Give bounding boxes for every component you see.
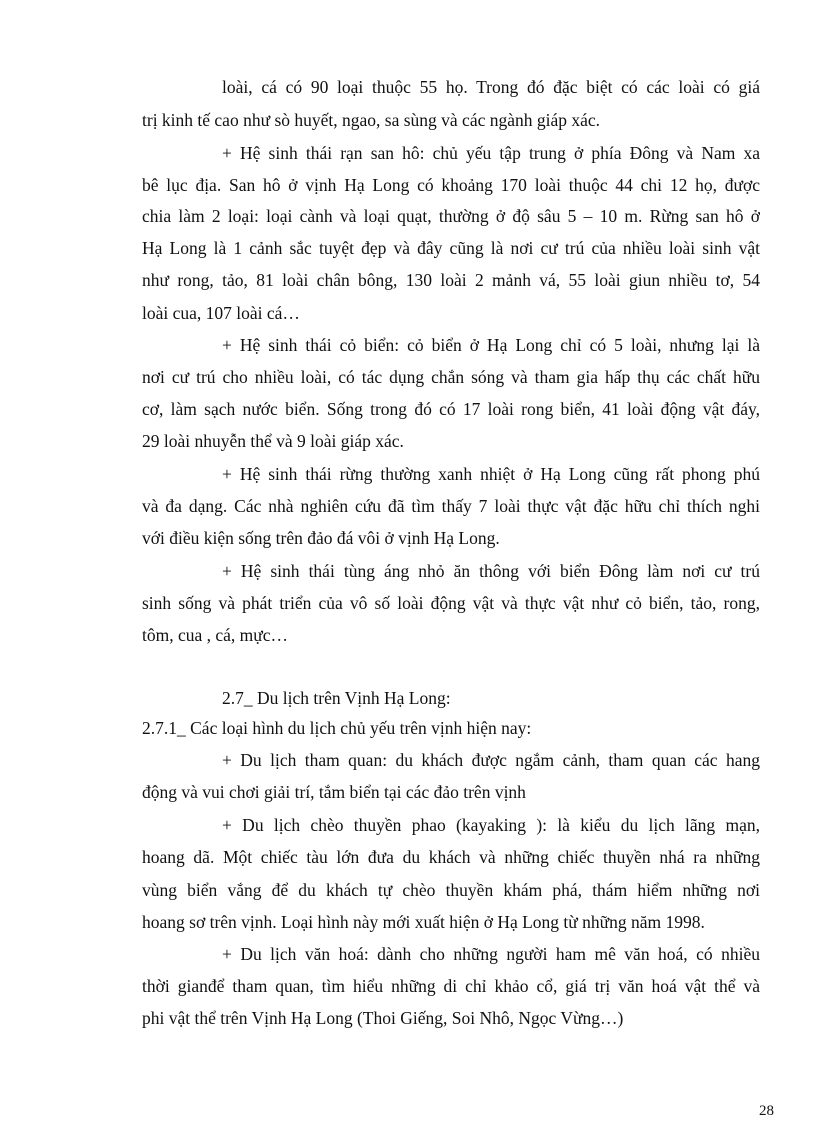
text-line: động và vui chơi giải trí, tắm biển tại các đảo trên vịnh	[142, 782, 526, 802]
subsection-heading: 2.7.1_ Các loại hình du lịch chủ yếu trên vịnh hiện nay:	[142, 718, 532, 738]
section-heading: 2.7_ Du lịch trên Vịnh Hạ Long:	[222, 688, 451, 708]
text-line: nơi cư trú cho nhiều loài, có tác dụng chắn sóng và tham gia hấp thụ các chất hữu	[142, 367, 760, 387]
text-line: tôm, cua , cá, mực…	[142, 625, 289, 645]
text-line: chia làm 2 loại: loại cành và loại quạt, thường ở độ sâu 5 – 10 m. Rừng san hô ở	[142, 206, 760, 226]
text-line: + Du lịch chèo thuyền phao (kayaking ): là kiểu du lịch lãng mạn,	[222, 815, 760, 835]
text-line: hoang sơ trên vịnh. Loại hình này mới xuất hiện ở Hạ Long từ những năm 1998.	[142, 912, 705, 932]
page-number: 28	[759, 1103, 774, 1119]
text-line: Hạ Long là 1 cảnh sắc tuyệt đẹp và đây cũng là nơi cư trú của nhiều loài sinh vật	[142, 238, 760, 258]
text-line: 29 loài nhuyễn thể và 9 loài giáp xác.	[142, 431, 404, 451]
text-line: như rong, tảo, 81 loài chân bông, 130 loài 2 mảnh vá, 55 loài giun nhiều tơ, 54	[142, 270, 760, 290]
text-line: với điều kiện sống trên đảo đá vôi ở vịnh Hạ Long.	[142, 528, 500, 548]
text-line: + Hệ sinh thái cỏ biển: cỏ biển ở Hạ Long chỉ có 5 loài, nhưng lại là	[222, 335, 760, 355]
text-line: + Hệ sinh thái tùng áng nhỏ ăn thông với biển Đông làm nơi cư trú	[222, 561, 760, 581]
text-line: + Du lịch tham quan: du khách được ngắm cảnh, tham quan các hang	[222, 750, 760, 770]
text-line: sinh sống và phát triển của vô số loài động vật và thực vật như cỏ biển, tảo, rong,	[142, 593, 760, 613]
text-line: hoang dã. Một chiếc tàu lớn đưa du khách và những chiếc thuyền nhá ra những	[142, 847, 760, 867]
text-line: + Du lịch văn hoá: dành cho những người ham mê văn hoá, có nhiều	[222, 944, 760, 964]
text-line: và đa dạng. Các nhà nghiên cứu đã tìm thấy 7 loài thực vật đặc hữu chỉ thích nghi	[142, 496, 760, 516]
text-line: bê lục địa. San hô ở vịnh Hạ Long có khoảng 170 loài thuộc 44 chi 12 họ, được	[142, 175, 760, 195]
text-line: thời gianđể tham quan, tìm hiểu những di chỉ khảo cổ, giá trị văn hoá vật thể và	[142, 976, 760, 996]
text-line: phi vật thể trên Vịnh Hạ Long (Thoi Giếng, Soi Nhô, Ngọc Vừng…)	[142, 1008, 624, 1028]
text-line: + Hệ sinh thái rạn san hô: chủ yếu tập trung ở phía Đông và Nam xa	[222, 143, 760, 163]
text-line: trị kinh tế cao như sò huyết, ngao, sa sùng và các ngành giáp xác.	[142, 110, 601, 130]
text-line: vùng biển vắng để du khách tự chèo thuyền khám phá, thám hiểm những nơi	[142, 880, 760, 900]
text-line: loài cua, 107 loài cá…	[142, 303, 300, 323]
text-line: loài, cá có 90 loại thuộc 55 họ. Trong đó đặc biệt có các loài có giá	[222, 77, 760, 97]
text-line: + Hệ sinh thái rừng thường xanh nhiệt ở Hạ Long cũng rất phong phú	[222, 464, 760, 484]
text-line: cơ, làm sạch nước biển. Sống trong đó có 17 loài rong biển, 41 loài động vật đáy,	[142, 399, 760, 419]
